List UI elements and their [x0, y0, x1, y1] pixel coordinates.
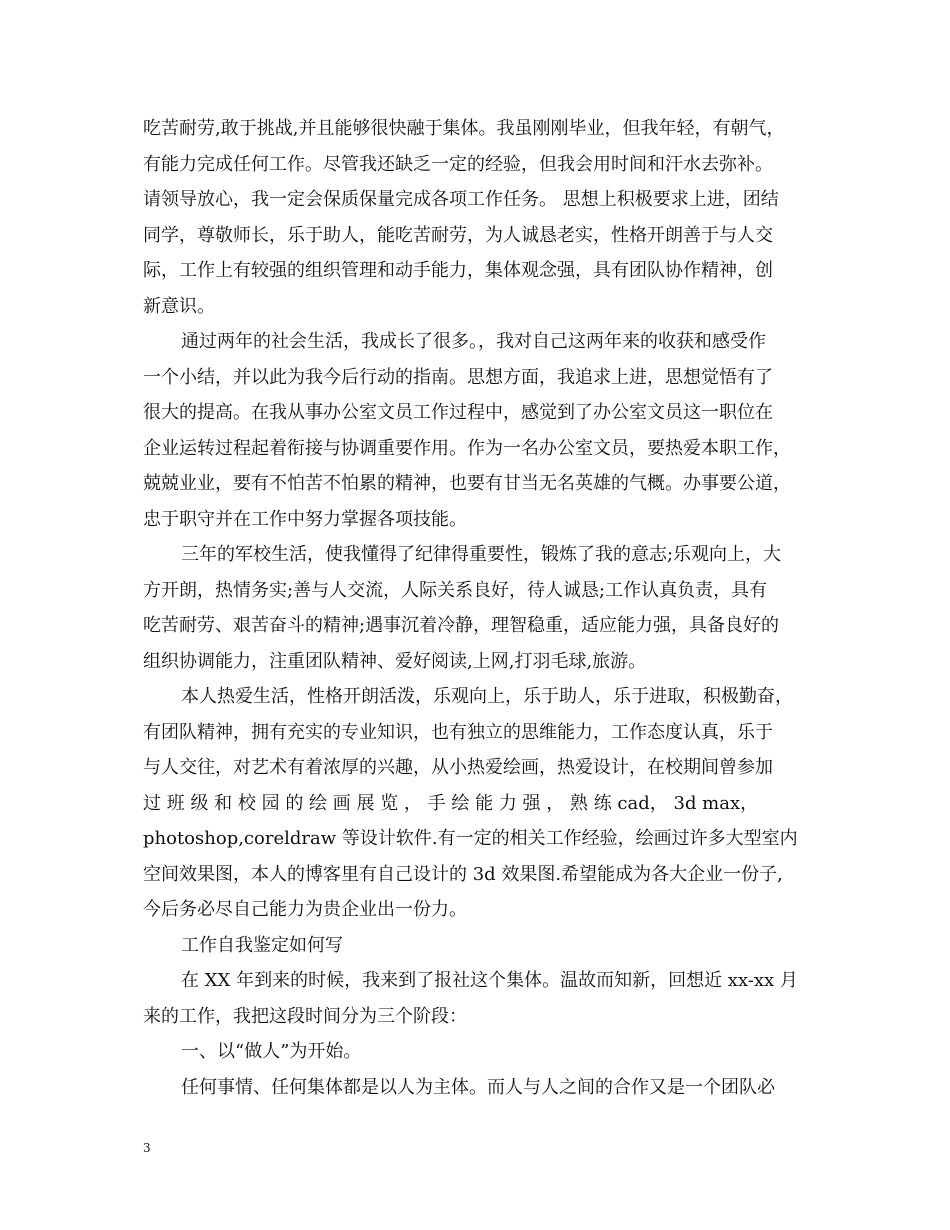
- text-line: 很大的提高。在我从事办公室文员工作过程中，感觉到了办公室文员这一职位在: [143, 402, 773, 423]
- text-line: 空间效果图，本人的博客里有自己设计的 3d 效果图.希望能成为各大企业一份子,: [143, 863, 783, 885]
- text-line: 有团队精神，拥有充实的专业知识，也有独立的思维能力，工作态度认真，乐于: [143, 721, 773, 743]
- text-line: 际，工作上有较强的组织管理和动手能力，集体观念强，具有团队协作精神，创: [143, 260, 773, 281]
- text-line: 三年的军校生活，使我懂得了纪律得重要性，锻炼了我的意志;乐观向上，大: [181, 544, 782, 565]
- text-line: 通过两年的社会生活，我成长了很多。，我对自己这两年来的收获和感受作: [181, 331, 766, 352]
- text-line: 同学，尊敬师长，乐于助人，能吃苦耐劳，为人诚恳老实，性格开朗善于与人交: [143, 224, 773, 246]
- text-line: 兢兢业业，要有不怕苦不怕累的精神，也要有甘当无名英雄的气概。办事要公道，: [143, 473, 791, 494]
- page-number: 3: [143, 1141, 151, 1155]
- text-line: 一个小结，并以此为我今后行动的指南。思想方面，我追求上进，思想觉悟有了: [143, 366, 773, 388]
- text-line: 新意识。: [143, 295, 215, 317]
- text-line: 过 班 级 和 校 园 的 绘 画 展 览 ， 手 绘 能 力 强 ， 熟 练 cad， 3d max，: [143, 792, 759, 814]
- text-line: 忠于职守并在工作中努力掌握各项技能。: [143, 508, 467, 530]
- section-subheading: 一、以“做人”为开始。: [181, 1041, 362, 1062]
- text-line: 组织协调能力，注重团队精神、爱好阅读,上网,打羽毛球,旅游。: [143, 650, 647, 672]
- text-line: photoshop,coreldraw 等设计软件.有一定的相关工作经验，绘画过许多大型室内: [143, 828, 798, 849]
- text-line: 来的工作，我把这段时间分为三个阶段：: [143, 1005, 467, 1027]
- text-line: 请领导放心，我一定会保质保量完成各项工作任务。 思想上积极要求上进，团结: [143, 189, 779, 210]
- text-line: 吃苦耐劳、艰苦奋斗的精神;遇事沉着冷静，理智稳重，适应能力强，具备良好的: [143, 615, 780, 636]
- text-line: 吃苦耐劳,敢于挑战,并且能够很快融于集体。我虽刚刚毕业，但我年轻，有朝气，: [143, 118, 785, 139]
- body-text: [143, 111, 821, 1105]
- section-heading: 工作自我鉴定如何写: [181, 934, 343, 956]
- text-line: 与人交往，对艺术有着浓厚的兴趣，从小热爱绘画，热爱设计，在校期间曾参加: [143, 757, 773, 778]
- text-line: 有能力完成任何工作。尽管我还缺乏一定的经验，但我会用时间和汗水去弥补。: [143, 153, 773, 175]
- text-line: 任何事情、任何集体都是以人为主体。而人与人之间的合作又是一个团队必: [181, 1076, 775, 1098]
- text-line: 方开朗，热情务实;善与人交流，人际关系良好，待人诚恳;工作认真负责，具有: [143, 579, 768, 601]
- text-line: 在 XX 年到来的时候，我来到了报社这个集体。温故而知新，回想近 xx-xx 月: [181, 970, 798, 991]
- text-line: 本人热爱生活，性格开朗活泼，乐观向上，乐于助人，乐于进取，积极勤奋，: [181, 686, 793, 707]
- text-line: 企业运转过程起着衔接与协调重要作用。作为一名办公室文员，要热爱本职工作，: [143, 437, 791, 459]
- text-line: 今后务必尽自己能力为贵企业出一份力。: [143, 899, 467, 920]
